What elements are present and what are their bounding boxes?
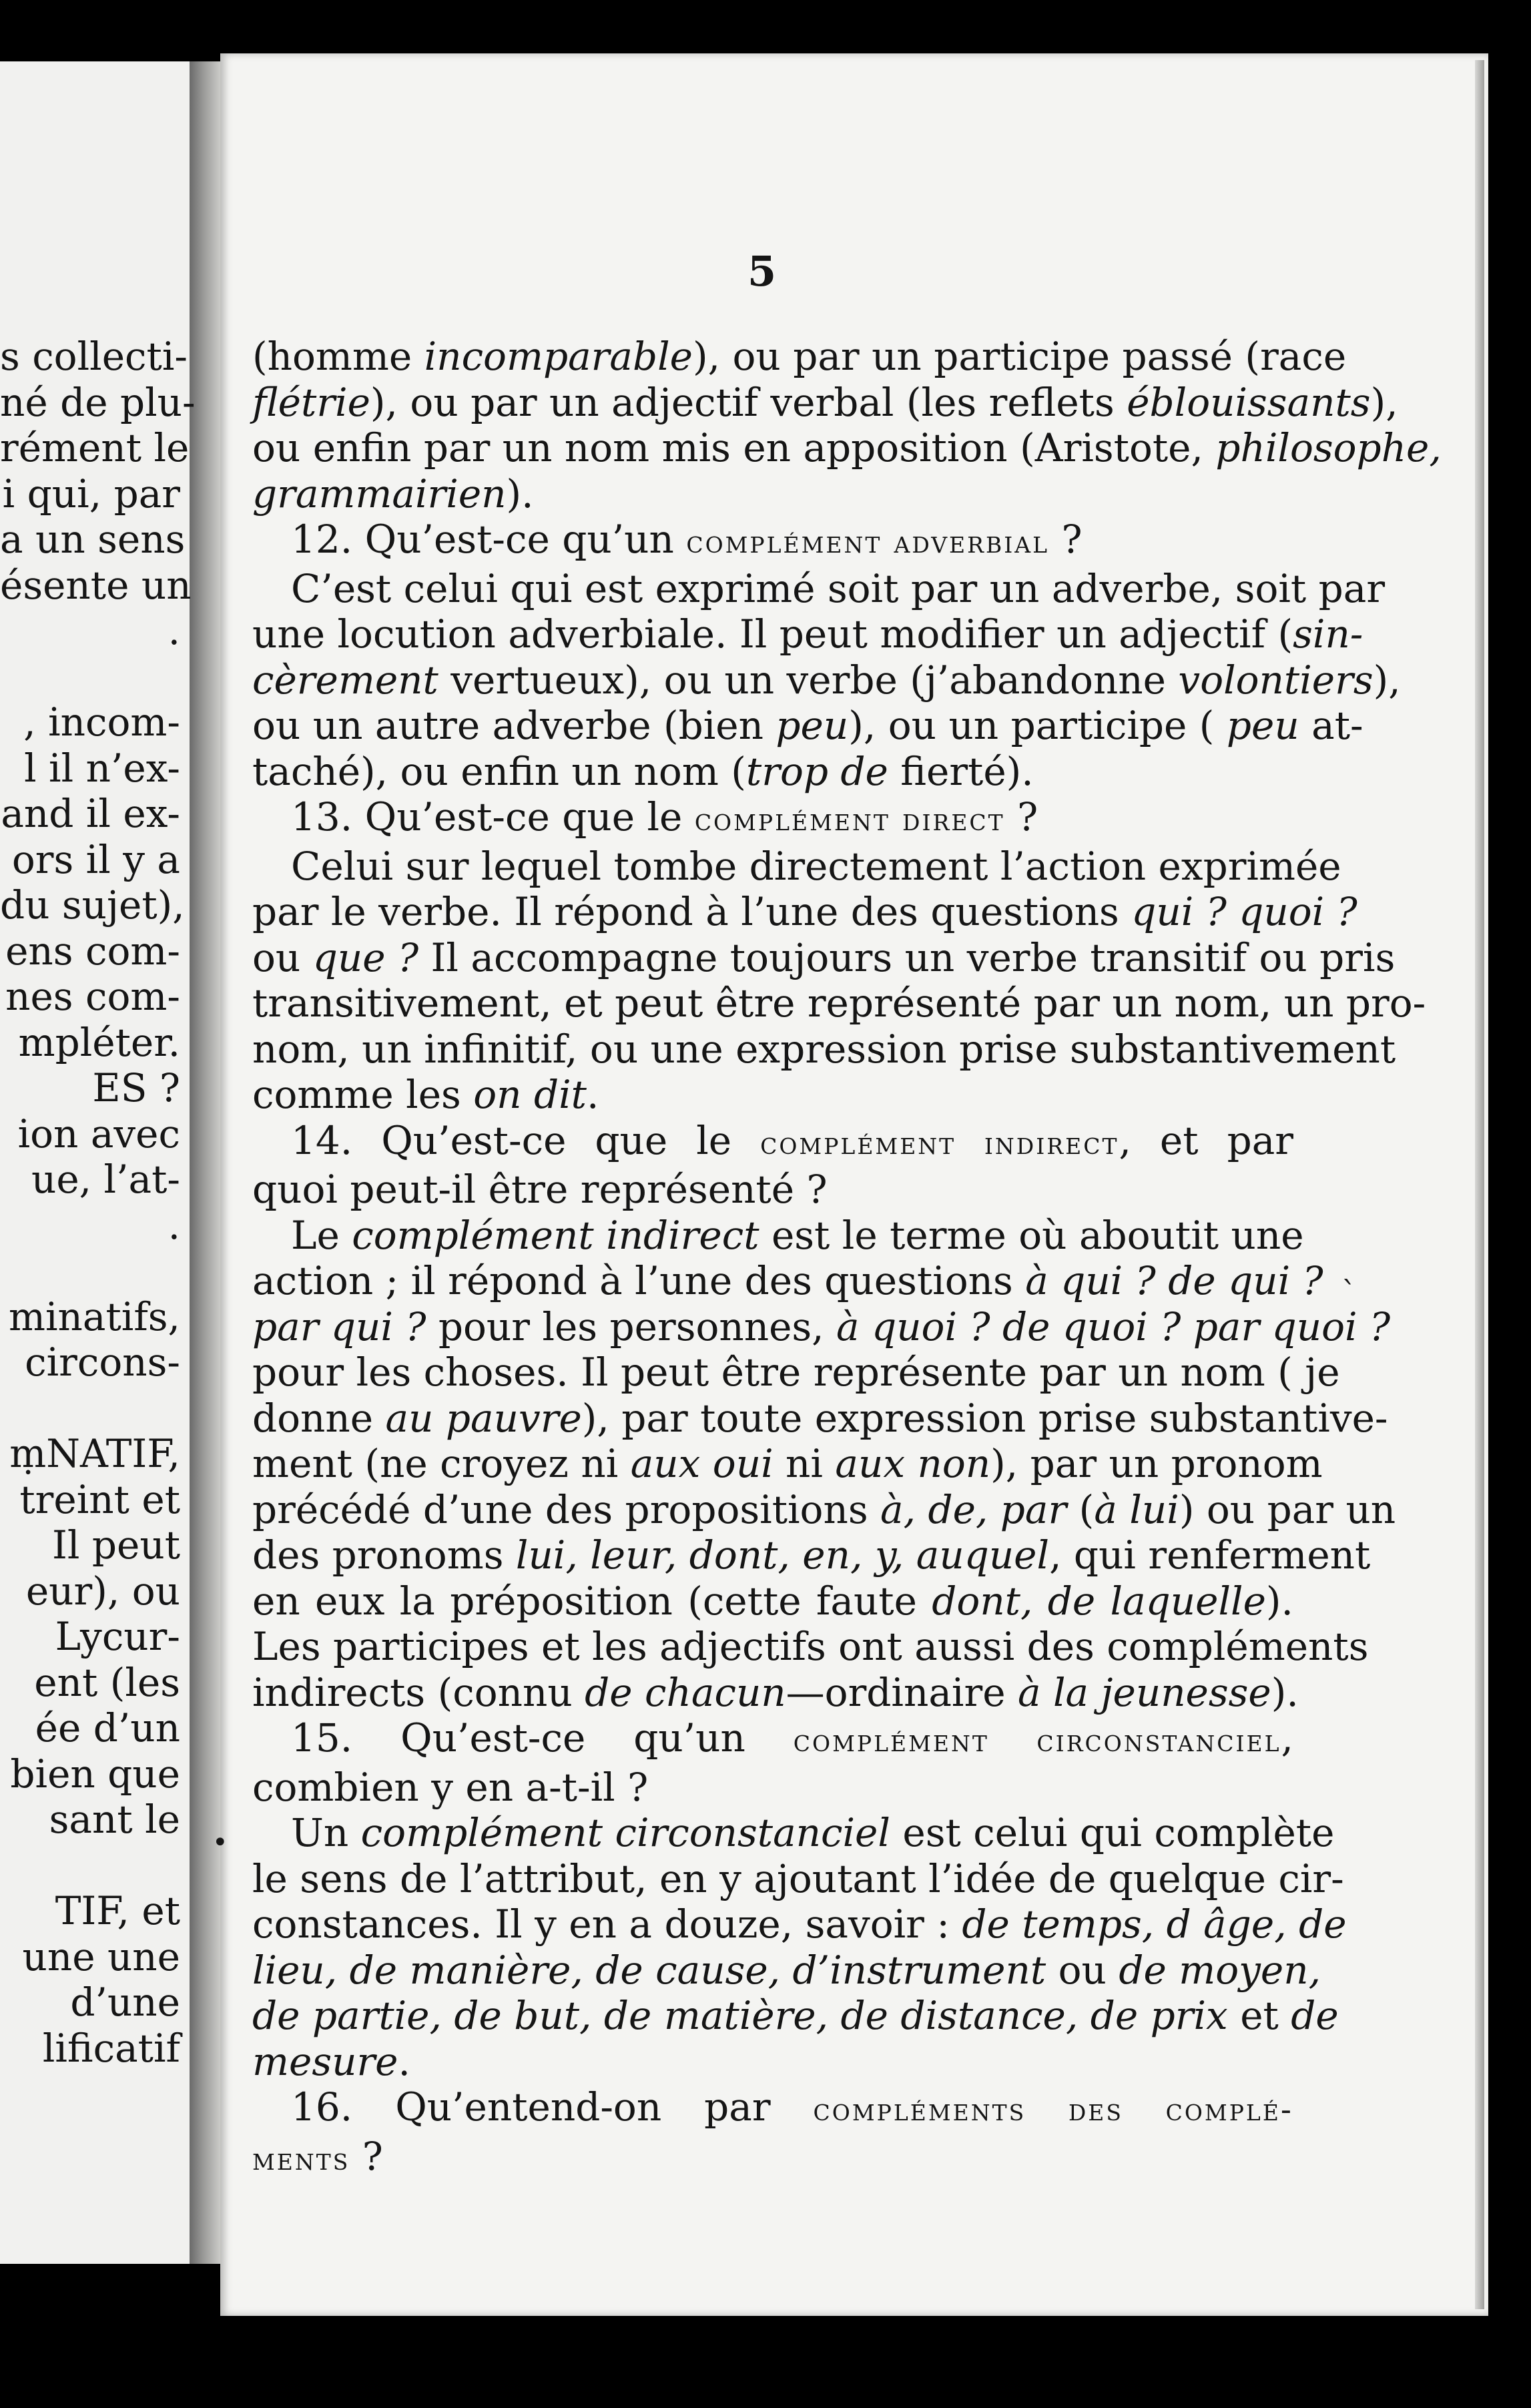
text-line (252, 1624, 1369, 1670)
text-run: at- (1299, 703, 1363, 748)
left-text-line (0, 2026, 180, 2072)
text-line (252, 517, 1293, 566)
text-run: par le verbe. Il répond à l’une des questions (252, 889, 1132, 934)
text-run: donne (252, 1395, 386, 1441)
text-run: Un (252, 1810, 361, 1855)
left-text-run: minatifs, (8, 1293, 180, 1339)
text-line (252, 1441, 1323, 1487)
text-run: , qui renferment (1049, 1532, 1371, 1578)
text-run: ), (1373, 657, 1401, 703)
text-line (252, 1395, 1388, 1442)
left-text-line (0, 1020, 180, 1066)
text-run: comme les (252, 1072, 474, 1117)
left-text-line (0, 1934, 180, 1980)
left-text-run: du sujet), (0, 882, 185, 928)
left-text-line (0, 654, 180, 700)
text-line (252, 1669, 1299, 1716)
left-text-run: treint et (19, 1476, 180, 1522)
left-text-line (0, 837, 180, 883)
left-text-run: bien que (10, 1751, 180, 1797)
text-run: ). (1265, 1578, 1293, 1624)
margin-mark: ˋ (1341, 1275, 1357, 1311)
text-line (252, 889, 1357, 935)
text-run: Les participes et les adjectifs ont aussi des compléments (252, 1624, 1369, 1669)
text-run: ou (1046, 1947, 1119, 1993)
small-caps-term: complément direct (694, 802, 1005, 838)
left-text-run: ens com- (5, 928, 180, 974)
text-line (252, 794, 1293, 844)
text-run: Il accompagne toujours un verbe transitif ou pris (418, 934, 1396, 980)
left-text-run: sant le (49, 1797, 180, 1842)
text-run: Le (252, 1212, 352, 1258)
italic-text: aux non (835, 1441, 991, 1486)
left-text-run: Lycur- (55, 1614, 180, 1659)
left-text-line (0, 1477, 180, 1523)
italic-text: incomparable (424, 334, 693, 379)
text-run: , et par (1119, 1117, 1294, 1163)
text-run: C’est celui qui est exprimé soit par un adverbe, soit par (252, 565, 1386, 611)
left-text-line (0, 974, 180, 1020)
main-text (252, 334, 1442, 2182)
left-text-line (0, 1065, 180, 1111)
italic-text: à, de, par (880, 1486, 1067, 1532)
text-run: le sens de l’attribut, en y ajoutant l’idée de quelque cir- (252, 1855, 1344, 1901)
left-text-line (0, 425, 190, 471)
text-line (252, 425, 1442, 471)
left-text-line (0, 928, 180, 974)
italic-text: de moyen, (1119, 1947, 1321, 1993)
left-text-line (0, 1157, 180, 1203)
text-run: précédé d’une des propositions (252, 1486, 881, 1532)
text-line (252, 1212, 1304, 1259)
italic-text: à qui ? de qui ? (1025, 1258, 1323, 1303)
small-caps-term: complément adverbial (686, 524, 1050, 561)
left-text-line (0, 1522, 180, 1568)
left-text-line (0, 1705, 180, 1751)
text-run: et (1227, 1993, 1291, 2038)
text-run: ni (773, 1441, 836, 1486)
italic-text: éblouissants (1127, 379, 1371, 425)
italic-text: qui ? quoi ? (1131, 889, 1357, 934)
text-run: (homme (252, 334, 424, 379)
page-number: 5 (747, 247, 777, 296)
left-text-run: une une (22, 1933, 180, 1980)
italic-text: à la jeunesse (1017, 1669, 1271, 1715)
text-run: ? (1049, 517, 1083, 562)
left-text-run: , incom- (23, 699, 180, 745)
italic-text: au pauvre (385, 1395, 582, 1441)
text-line (252, 1258, 1323, 1304)
left-text-line (0, 379, 196, 426)
small-caps-term: compléments des complé- (813, 2092, 1293, 2128)
left-text-run: s collecti- (0, 334, 188, 379)
left-page-text (0, 334, 196, 2071)
left-text-run: and il ex- (1, 791, 180, 836)
left-text-line (0, 1568, 180, 1614)
text-line (252, 1486, 1396, 1533)
small-caps-term: complément indirect (760, 1125, 1119, 1162)
text-line (252, 1765, 1293, 1811)
text-line (252, 1578, 1293, 1624)
text-run: vertueux), ou un verbe (j’abandonne (438, 657, 1179, 703)
left-text-run: ES ? (92, 1065, 180, 1111)
left-text-line (0, 608, 180, 654)
text-run: ), ou par un participe passé (race (693, 334, 1347, 379)
left-text-run: i qui, par (2, 471, 180, 517)
text-run: action ; il répond à l’une des questions (252, 1258, 1026, 1303)
left-text-run: Il peut (51, 1522, 180, 1568)
italic-text: trop de (745, 748, 888, 794)
text-run: ou enfin par un nom mis en apposition (Aristote, (252, 425, 1216, 471)
text-line (252, 1026, 1396, 1073)
text-run: pour les personnes, (426, 1303, 837, 1349)
left-text-line (0, 334, 188, 380)
text-line (252, 934, 1396, 981)
left-text-line (0, 1248, 180, 1294)
margin-dot: • (212, 1827, 228, 1858)
text-line (252, 703, 1363, 749)
italic-text: peu (1226, 703, 1299, 748)
text-run: est celui qui complète (890, 1810, 1335, 1855)
italic-text: on dit (473, 1072, 587, 1117)
text-run: ) ou par un (1179, 1486, 1396, 1532)
text-line (252, 565, 1386, 612)
left-text-run: lificatif (42, 2025, 180, 2071)
italic-text: que ? (312, 934, 419, 980)
left-text-line (0, 882, 185, 928)
text-run: ? (350, 2133, 383, 2179)
text-line (252, 1349, 1340, 1396)
left-text-run: . (168, 1202, 180, 1248)
text-run: ( (1066, 1486, 1095, 1532)
text-line (252, 2039, 1293, 2085)
text-run: quoi peut-il être représenté ? (252, 1167, 828, 1212)
text-run: est le terme où aboutit une (759, 1212, 1304, 1258)
text-line (252, 1855, 1344, 1902)
text-line (252, 1072, 1293, 1118)
left-text-line (0, 1386, 180, 1432)
text-line (252, 2084, 1293, 2134)
left-text-run: ṃNATIF, (9, 1431, 180, 1476)
left-text-run: ors il y a (11, 836, 180, 882)
text-run: des pronoms (252, 1532, 516, 1578)
text-run: 13. Qu’est-ce que le (252, 794, 695, 840)
text-line (252, 980, 1426, 1026)
text-line (252, 1715, 1293, 1765)
left-text-run: l il n’ex- (24, 745, 180, 791)
italic-text: grammairien (252, 471, 507, 517)
italic-text: dont, de laquelle (932, 1578, 1266, 1624)
text-run: 16. Qu’entend-on par (252, 2084, 814, 2130)
text-line (252, 2134, 1293, 2183)
text-line (252, 1810, 1335, 1856)
text-run: ou un autre adverbe (bien (252, 703, 776, 748)
left-text-line (0, 471, 180, 517)
italic-text: par qui ? (252, 1303, 426, 1349)
text-run: nom, un infinitif, ou une expression prise substantivement (252, 1026, 1396, 1072)
text-line (252, 1993, 1339, 2039)
text-line (252, 1167, 1293, 1213)
text-line (252, 843, 1341, 890)
left-text-line (0, 1614, 180, 1660)
left-text-run: a un sens (0, 517, 186, 562)
left-text-run: circons- (25, 1339, 180, 1385)
text-run: ? (1004, 794, 1038, 840)
text-run: 12. Qu’est-ce qu’un (252, 517, 687, 562)
left-text-run: ent (les (34, 1659, 180, 1705)
italic-text: peu (776, 703, 849, 748)
italic-text: sin- (1293, 611, 1363, 657)
italic-text: cèrement (252, 657, 438, 703)
text-run: pour les choses. Il peut être représente par un nom ( je (252, 1349, 1340, 1395)
text-run: . (398, 2038, 410, 2084)
text-run: ), (1370, 379, 1398, 425)
text-line (252, 657, 1401, 703)
italic-text: lieu, de manière, de cause, d’instrument (252, 1947, 1046, 1993)
italic-text: à quoi ? de quoi ? par quoi ? (836, 1303, 1391, 1349)
text-run: ), ou par un adjectif verbal (les reflets (370, 379, 1127, 425)
text-run: ). (1271, 1669, 1299, 1715)
text-line (252, 334, 1347, 380)
left-text-run: ée d’un (35, 1705, 180, 1751)
left-text-line (0, 1339, 180, 1386)
text-run: 14. Qu’est-ce que le (252, 1117, 761, 1163)
italic-text: de chacun (585, 1669, 786, 1715)
left-text-run: rément le (0, 425, 190, 471)
italic-text: de temps, d âge, de (962, 1901, 1347, 1947)
page-edge (1475, 60, 1484, 2309)
left-text-run: TIF, et (55, 1888, 180, 1933)
left-text-line (0, 791, 180, 837)
italic-text: volontiers (1178, 657, 1373, 703)
italic-text: complément circonstanciel (360, 1810, 890, 1855)
left-text-run: ion avec (17, 1111, 180, 1157)
italic-text: philosophe, (1215, 425, 1442, 471)
italic-text: complément indirect (352, 1212, 759, 1258)
left-text-run: mpléter. (18, 1019, 180, 1065)
text-line (252, 749, 1293, 795)
text-run: ment (ne croyez ni (252, 1441, 631, 1486)
left-text-line (0, 1111, 180, 1157)
left-text-run: né de plu- (0, 379, 196, 425)
left-text-line (0, 1843, 180, 1889)
left-text-line (0, 1431, 180, 1477)
text-line (252, 1901, 1347, 1947)
text-run: taché), ou enfin un nom ( (252, 748, 746, 794)
left-text-line (0, 1660, 180, 1706)
text-run: ou (252, 934, 313, 980)
text-run: une locution adverbiale. Il peut modifier un adjectif ( (252, 611, 1293, 657)
text-run: en eux la préposition (cette faute (252, 1578, 932, 1624)
text-run: combien y en a-t-il ? (252, 1764, 649, 1810)
left-text-line (0, 517, 186, 563)
text-run: ). (506, 471, 534, 517)
text-line (252, 1947, 1321, 1994)
text-run: 15. Qu’est-ce qu’un (252, 1715, 794, 1761)
text-run: fierté). (888, 748, 1034, 794)
text-run: transitivement, et peut être représenté par un nom, un pro- (252, 980, 1426, 1026)
left-text-run: nes com- (5, 974, 180, 1019)
italic-text: de partie, de but, de matière, de distance, de prix (252, 1993, 1228, 2038)
text-line (252, 1303, 1391, 1350)
left-text-line (0, 1203, 180, 1249)
text-line (252, 611, 1363, 657)
italic-text: aux oui (630, 1441, 774, 1486)
text-run: constances. Il y en a douze, savoir : (252, 1901, 962, 1947)
left-text-run: eur), ou (25, 1568, 180, 1614)
left-text-line (0, 562, 192, 609)
text-line (252, 471, 1293, 517)
left-text-line (0, 745, 180, 792)
italic-text: flétrie (252, 379, 370, 425)
italic-text: lui, leur, dont, en, y, auquel (515, 1532, 1050, 1578)
text-run: ), par toute expression prise substantive- (581, 1395, 1388, 1441)
italic-text: de (1291, 1993, 1339, 2038)
text-run: ), par un pronom (990, 1441, 1323, 1486)
text-run: . (586, 1072, 599, 1117)
small-caps-term: complément circonstanciel (793, 1723, 1281, 1759)
left-text-line (0, 1294, 180, 1340)
small-caps-term: ments (252, 2140, 350, 2178)
text-line (252, 1118, 1293, 1167)
left-text-run: ésente un (0, 562, 192, 608)
text-line (252, 1532, 1371, 1578)
left-text-line (0, 1797, 180, 1843)
left-text-line (0, 1980, 180, 2026)
text-run: —ordinaire (786, 1669, 1018, 1715)
left-text-run: d’une (70, 1980, 180, 2025)
left-text-line (0, 1888, 180, 1934)
text-line (252, 379, 1398, 426)
italic-text: mesure (252, 2038, 398, 2084)
left-text-run: ue, l’at- (31, 1157, 180, 1202)
text-run: Celui sur lequel tombe directement l’action exprimée (252, 843, 1341, 889)
left-text-line (0, 699, 180, 745)
italic-text: à lui (1094, 1486, 1179, 1532)
left-text-run: . (168, 608, 180, 653)
left-text-line (0, 1751, 180, 1797)
text-run: , (1281, 1715, 1293, 1761)
text-run: ), ou un participe ( (848, 703, 1227, 748)
text-run: indirects (connu (252, 1669, 585, 1715)
